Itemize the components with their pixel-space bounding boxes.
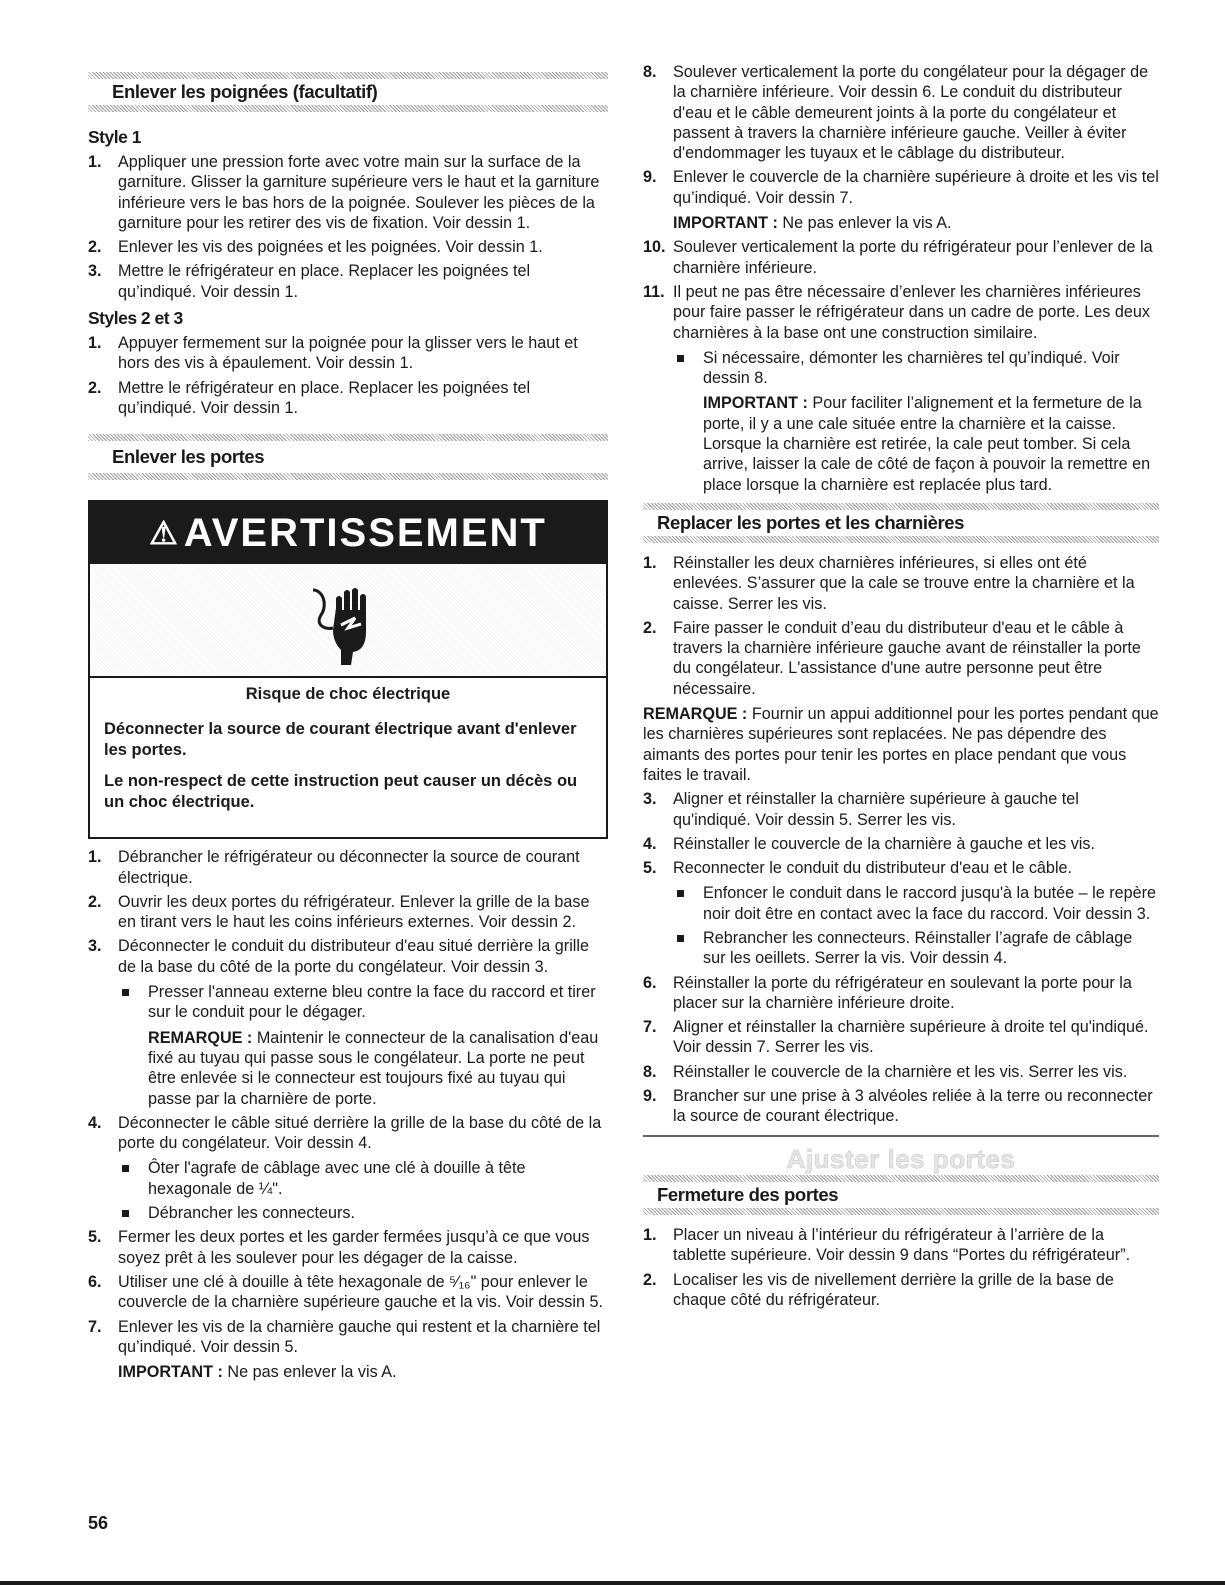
divider <box>643 1175 1159 1182</box>
note: REMARQUE : Fournir un appui additionnel pour les portes pendant que les charnières supérieures sont replacées. Ne pas dépendre des aimants des portes pour tenir les portes en place pendant que vous faites le travail. <box>643 705 1159 784</box>
warning-title: ⚠ AVERTISSEMENT <box>90 502 606 564</box>
replace-steps <box>643 553 1159 699</box>
remove-doors-steps-cont <box>643 62 1159 495</box>
divider <box>643 536 1159 543</box>
list-item: 3. Mettre le réfrigérateur en place. Replacer les poignées tel qu’indiqué. Voir dessin 1. <box>88 262 531 301</box>
list-item: 1. Débrancher le réfrigérateur ou déconnecter la source de courant électrique. <box>88 848 580 887</box>
warning-line-1: Déconnecter la source de courant électrique avant d'enlever les portes. <box>104 720 577 760</box>
list-item: 2. Mettre le réfrigérateur en place. Replacer les poignées tel qu’indiqué. Voir dessin 1. <box>88 378 531 417</box>
bullet-item: Si nécessaire, démonter les charnières tel qu’indiqué. Voir dessin 8. IMPORTANT : Pour faciliter l’alignement et la fermeture de la porte, il y a une cale située entre la charnière et la caisse. Lorsque la charnière est retirée, la cale peut tomber. Si cela arrive, laisser la cale de côté de façon à pouvoir la remettre en place lorsque la charnière est replacée plus tard. <box>673 348 1159 495</box>
remove-doors-steps <box>88 847 608 1382</box>
warning-line-2: Le non-respect de cette instruction peut causer un décès ou un choc électrique. <box>104 772 578 812</box>
list-item: 1. Placer un niveau à l’intérieur du réfrigérateur à l’arrière de la tablette supérieure. Voir dessin 9 dans “Portes du réfrigérateur”. <box>643 1225 1131 1265</box>
list-item: 4. Déconnecter le câble situé derrière la grille de la base du côté de la porte du congélateur. Voir dessin 4. Ôter l'agrafe de câblage avec une clé à douille à tête hexagonale de ¼". Débrancher les connecteurs. <box>88 1113 608 1223</box>
divider <box>88 434 608 441</box>
note: IMPORTANT : Ne pas enlever la vis A. <box>118 1363 397 1382</box>
list-item: 2. Faire passer le conduit d’eau du distributeur d'eau et le câble à travers la charnière inférieure gauche avant de réinstaller la porte du congélateur. L'assistance d'une autre personne peut être nécessaire. <box>643 618 1141 698</box>
list-item: 5. Reconnecter le conduit du distributeur d'eau et le câble. Enfoncer le conduit dans le raccord jusqu'à la butée – le repère noir doit être en contact avec la face du raccord. Voir dessin 3. Rebrancher les connecteurs. Réinstaller l’agrafe de câblage sur les oeillets. Serrer la vis. Voir dessin 4. <box>643 858 1159 968</box>
divider <box>643 1208 1159 1215</box>
bullet-list <box>118 1158 608 1223</box>
list-item: 1. Appuyer fermement sur la poignée pour la glisser vers le haut et hors des vis à épaulement. Voir dessin 1. <box>88 334 578 373</box>
list-item: 10. Soulever verticalement la porte du réfrigérateur pour l’enlever de la charnière inférieure. <box>643 238 1153 277</box>
replace-steps-cont <box>643 789 1159 1126</box>
bullet-item: Presser l'anneau externe bleu contre la face du raccord et tirer sur le conduit pour le dégager. REMARQUE : Maintenir le connecteur de la canalisation d'eau fixé au tuyau qui passe sous le congélateur. La porte ne peut être enlevée si le connecteur est toujours fixé au tuyau qui passe par la charnière de porte. <box>118 982 608 1109</box>
page-number: 56 <box>88 1513 109 1533</box>
bottom-bar <box>0 1581 1225 1585</box>
note: REMARQUE : Maintenir le connecteur de la canalisation d'eau fixé au tuyau qui passe sous le congélateur. La porte ne peut être enlevée si le connecteur est toujours fixé au tuyau qui passe par la charnière de porte. <box>148 1028 599 1108</box>
style1-title: Style 1 <box>88 127 141 147</box>
warning-risk: Risque de choc électrique <box>245 685 451 704</box>
divider <box>88 473 608 480</box>
chapter-title: Ajuster les portes <box>786 1143 1016 1174</box>
list-item: 5. Fermer les deux portes et les garder fermées jusqu’à ce que vous soyez prêt à les soulever pour les dégager de la caisse. <box>88 1228 590 1267</box>
style23-title: Styles 2 et 3 <box>88 308 183 329</box>
list-item: 6. Réinstaller la porte du réfrigérateur en soulevant la porte pour la placer sur la charnière inférieure droite. <box>643 973 1132 1012</box>
list-item: 8. Soulever verticalement la porte du congélateur pour la dégager de la charnière inférieure. Voir dessin 6. Le conduit du distributeur d'eau et le câble demeurent joints à la porte du congélateur et passent à travers la charnière inférieure gauche. Veiller à éviter d'endommager les tuyaux et le câblage du distributeur. <box>643 63 1149 163</box>
list-item: 11. Il peut ne pas être nécessaire d’enlever les charnières inférieures pour faire passer le réfrigérateur dans un cadre de porte. Les deux charnières à la base ont une construction similaire. Si nécessaire, démonter les charnières tel qu’indiqué. Voir dessin 8. IMPORTANT : Pour faciliter l’alignement et la fermeture de la porte, il y a une cale située entre la charnière et la caisse. Lorsque la charnière est retirée, la cale peut tomber. Si cela arrive, laisser la cale de côté de façon à pouvoir la remettre en place lorsque la charnière est replacée plus tard. <box>643 282 1159 495</box>
list-item: 6. Utiliser une clé à douille à tête hexagonale de ⁵⁄₁₆" pour enlever le couvercle de la charnière supérieure gauche et la vis. Voir dessin 5. <box>88 1272 603 1312</box>
warning-box <box>88 500 608 839</box>
left-column <box>88 0 608 1382</box>
electric-shock-hand-icon <box>90 564 606 678</box>
list-item: 7. Enlever les vis de la charnière gauche qui restent et la charnière tel qu’indiqué. Voir dessin 5. IMPORTANT : Ne pas enlever la vis A. <box>88 1317 608 1383</box>
list-item: 2. Enlever les vis des poignées et les poignées. Voir dessin 1. <box>88 238 543 257</box>
list-item: 9. Enlever le couvercle de la charnière supérieure à droite et les vis tel qu’indiqué. Voir dessin 7. IMPORTANT : Ne pas enlever la vis A. <box>643 168 1159 233</box>
list-item: 1. Appliquer une pression forte avec votre main sur la surface de la garniture. Glisser la garniture supérieure vers le haut et la garniture inférieure vers le bas hors de la poignée. Soulever les pièces de la garniture pour les retirer des vis de fixation. Voir dessin 1. <box>88 153 600 232</box>
list-item: 2. Ouvrir les deux portes du réfrigérateur. Enlever la grille de la base en tirant vers le haut les coins inférieurs externes. Voir dessin 2. <box>88 892 590 932</box>
list-item: 4. Réinstaller le couvercle de la charnière à gauche et les vis. <box>643 834 1095 853</box>
list-item: 1. Réinstaller les deux charnières inférieures, si elles ont été enlevées. S’assurer que la cale se trouve entre la charnière et la caisse. Serrer les vis. <box>643 553 1135 613</box>
section-title-remove-handles: Enlever les poignées (facultatif) <box>112 81 378 102</box>
right-column <box>643 0 1159 1310</box>
note: IMPORTANT : Pour faciliter l’alignement et la fermeture de la porte, il y a une cale située entre la charnière et la caisse. Lorsque la charnière est retirée, la cale peut tomber. Si cela arrive, laisser la cale de côté de façon à pouvoir la remettre en place lorsque la charnière est replacée plus tard. <box>703 394 1151 494</box>
list-item: 3. Aligner et réinstaller la charnière supérieure à gauche tel qu'indiqué. Voir dessin 5. Serrer les vis. <box>643 790 1079 829</box>
list-item: 3. Déconnecter le conduit du distributeur d'eau situé derrière la grille de la base du côté de la porte du congélateur. Voir dessin 3. Presser l'anneau externe bleu contre la face du raccord et tirer sur le conduit pour le dégager. REMARQUE : Maintenir le connecteur de la canalisation d'eau fixé au tuyau qui passe sous le congélateur. La porte ne peut être enlevée si le connecteur est toujours fixé au tuyau qui passe par la charnière de porte. <box>88 936 608 1108</box>
divider <box>88 72 608 79</box>
list-item: 9. Brancher sur une prise à 3 alvéoles reliée à la terre ou reconnecter la source de courant électrique. <box>643 1087 1153 1126</box>
bullet-list <box>673 348 1159 495</box>
list-item: 7. Aligner et réinstaller la charnière supérieure à droite tel qu'indiqué. Voir dessin 7. Serrer les vis. <box>643 1018 1149 1057</box>
divider <box>643 503 1159 510</box>
section-title-replace-doors: Replacer les portes et les charnières <box>657 511 965 533</box>
bullet-list <box>118 982 608 1109</box>
bullet-list <box>673 883 1159 968</box>
section-title-remove-doors: Enlever les portes <box>112 446 265 468</box>
bullet-item: Rebrancher les connecteurs. Réinstaller l’agrafe de câblage sur les oeillets. Serrer la vis. Voir dessin 4. <box>673 928 1159 969</box>
divider <box>88 105 608 112</box>
style23-steps <box>88 333 608 418</box>
note: IMPORTANT : Ne pas enlever la vis A. <box>673 214 952 233</box>
warning-body <box>90 678 606 837</box>
bullet-item: Ôter l'agrafe de câblage avec une clé à douille à tête hexagonale de ¼". <box>118 1158 608 1199</box>
bullet-item: Débrancher les connecteurs. <box>118 1203 608 1223</box>
list-item: 8. Réinstaller le couvercle de la charnière et les vis. Serrer les vis. <box>643 1062 1128 1081</box>
warning-triangle-icon: ⚠ <box>149 515 180 552</box>
list-item: 2. Localiser les vis de nivellement derrière la grille de la base de chaque côté du réfrigérateur. <box>643 1270 1114 1309</box>
door-closing-steps <box>643 1225 1159 1310</box>
bullet-item: Enfoncer le conduit dans le raccord jusqu'à la butée – le repère noir doit être en contact avec la face du raccord. Voir dessin 3. <box>673 883 1159 924</box>
section-title-door-closing: Fermeture des portes <box>657 1183 839 1205</box>
style1-steps <box>88 152 608 302</box>
